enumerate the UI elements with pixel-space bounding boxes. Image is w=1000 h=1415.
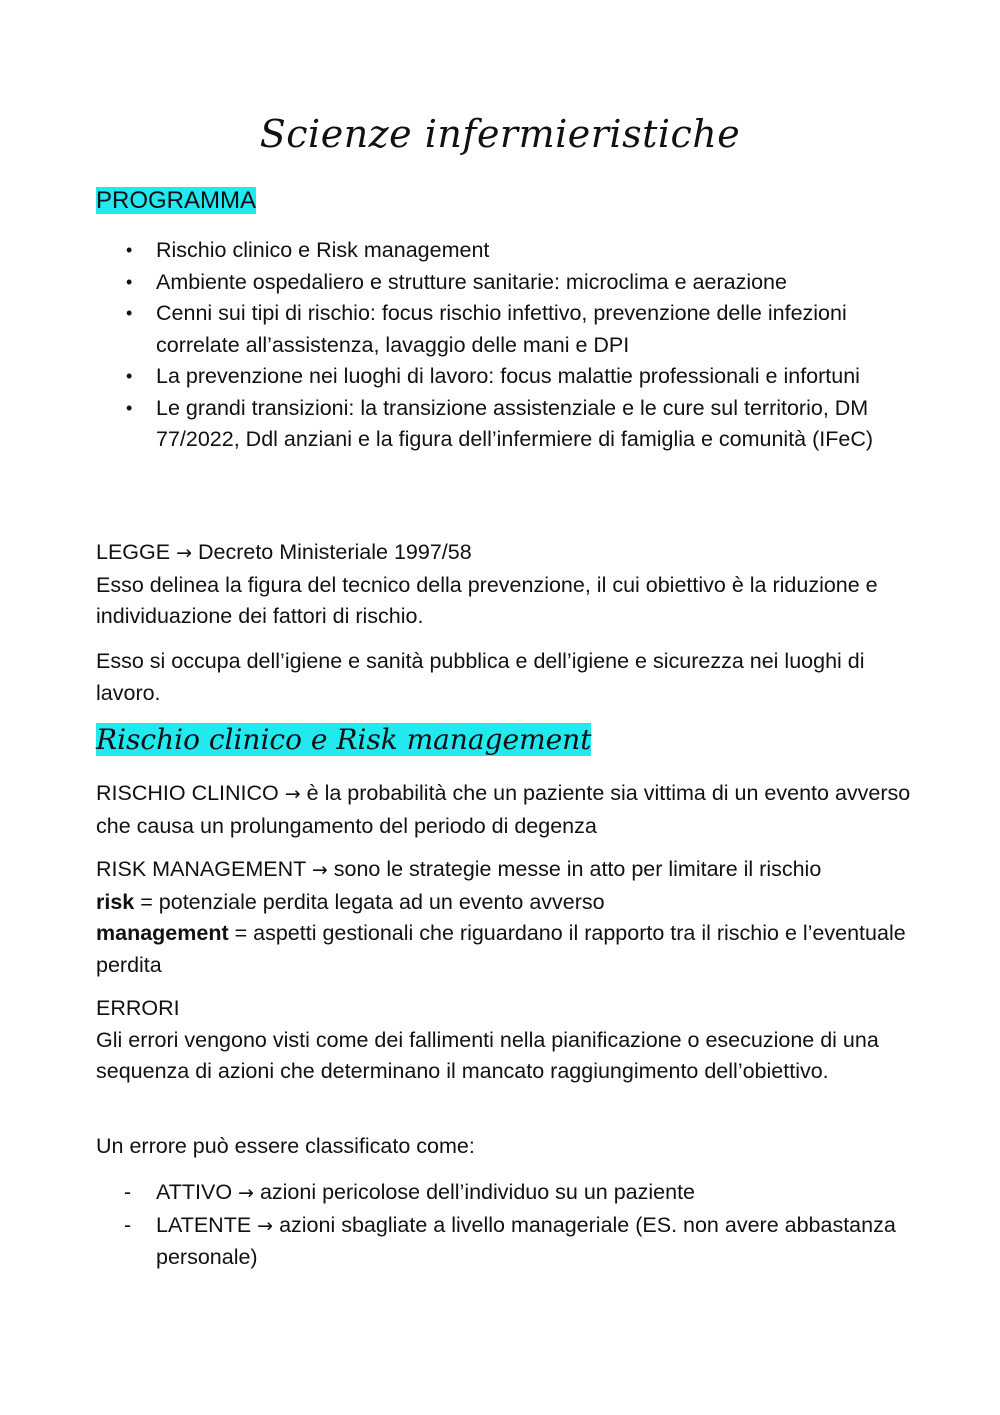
risk-definition <box>96 887 926 919</box>
list-item <box>96 1177 916 1210</box>
rischio-clinico-text: è la probabilità che un paziente sia vittima di un evento avverso che causa un prolungamento del periodo di degenza <box>96 781 911 838</box>
legge-block <box>96 537 926 633</box>
legge-value: Decreto Ministeriale 1997/58 <box>197 540 472 564</box>
management-definition <box>96 918 926 981</box>
bullet-icon: • <box>126 366 133 386</box>
bullet-icon: • <box>126 240 133 260</box>
list-item-text: Le grandi transizioni: la transizione assistenziale e le cure sul territorio, DM 77/2022, Ddl anziani e la figura dell’infermiere di famiglia e comunità (IFeC) <box>156 395 874 451</box>
legge-line <box>96 537 926 570</box>
programma-list <box>96 235 916 456</box>
risk-management-text: sono le strategie messe in atto per limitare il rischio <box>333 857 822 881</box>
error-type-text: azioni pericolose dell’individuo su un paziente <box>259 1180 696 1204</box>
section-heading <box>96 720 593 760</box>
errori-block <box>96 993 926 1088</box>
legge-paragraph: Esso delinea la figura del tecnico della prevenzione, il cui obiettivo è la riduzione e individuazione dei fattori di rischio. <box>96 572 878 628</box>
errori-classification: Un errore può essere classificato come: <box>96 1134 475 1158</box>
list-item-text: Cenni sui tipi di rischio: focus rischio infettivo, prevenzione delle infezioni correlate all’assistenza, lavaggio delle mani e DPI <box>156 301 847 357</box>
legge-label: LEGGE <box>96 540 171 564</box>
bullet-icon: • <box>126 271 133 292</box>
error-type-text: azioni sbagliate a livello manageriale (ES. non avere abbastanza personale) <box>156 1212 896 1269</box>
page-title: Scienze infermieristiche <box>259 112 741 156</box>
list-item-text: Ambiente ospedaliero e strutture sanitarie: microclima e aerazione <box>156 269 787 294</box>
dash-icon: - <box>124 1180 132 1204</box>
programma-heading-text: PROGRAMMA <box>96 187 257 214</box>
errori-text: Gli errori vengono visti come dei fallimenti nella pianificazione o esecuzione di una sequenza di azioni che determinano il mancato raggiungimento dell’obiettivo. <box>96 1027 879 1083</box>
arrow-right-icon: → <box>176 542 192 564</box>
arrow-right-icon: → <box>284 783 301 805</box>
list-item <box>96 298 916 361</box>
bullet-icon: • <box>126 303 133 323</box>
risk-management-block <box>96 854 926 981</box>
programma-heading <box>96 185 258 217</box>
error-type-label: LATENTE <box>156 1212 252 1237</box>
list-item <box>96 235 916 267</box>
management-definition-text: = aspetti gestionali che riguardano il rapporto tra il rischio e l’eventuale perdita <box>96 921 906 977</box>
error-types-list <box>96 1177 916 1274</box>
risk-definition-text: = potenziale perdita legata ad un evento avverso <box>140 889 605 914</box>
arrow-right-icon: → <box>257 1214 274 1237</box>
errori-label: ERRORI <box>96 996 180 1020</box>
arrow-right-icon: → <box>311 859 328 881</box>
list-item-text: Rischio clinico e Risk management <box>156 238 490 262</box>
list-item <box>96 393 916 456</box>
list-item <box>96 267 916 299</box>
section-heading-text: Rischio clinico e Risk management <box>96 723 592 756</box>
list-item <box>96 1210 916 1274</box>
risk-management-label: RISK MANAGEMENT <box>96 857 306 881</box>
dash-icon: - <box>124 1212 132 1237</box>
error-type-label: ATTIVO <box>156 1180 233 1204</box>
risk-management-line <box>96 854 926 887</box>
bullet-icon: • <box>126 397 133 418</box>
management-term: management <box>96 921 229 945</box>
legge-paragraph-2: Esso si occupa dell’igiene e sanità pubblica e dell’igiene e sicurezza nei luoghi di lavoro. <box>96 649 865 705</box>
list-item-text: La prevenzione nei luoghi di lavoro: focus malattie professionali e infortuni <box>156 364 860 388</box>
risk-term: risk <box>96 889 135 914</box>
rischio-clinico-label: RISCHIO CLINICO <box>96 781 279 805</box>
rischio-clinico-block <box>96 778 926 842</box>
list-item <box>96 361 916 393</box>
arrow-right-icon: → <box>238 1182 254 1204</box>
